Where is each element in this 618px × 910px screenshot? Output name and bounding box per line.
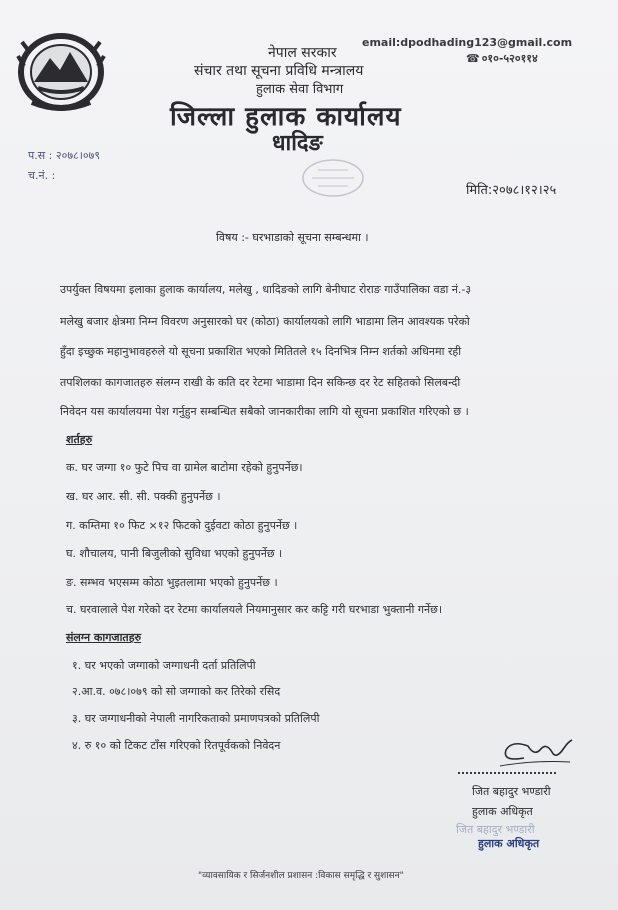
body-line: उपर्युक्त विषयमा इलाका हुलाक कार्यालय, मलेखु , धादिङको लागि बेनीघाट रोराङ गाउँपालिका वडा नं.-३ <box>60 283 472 296</box>
district-name: धादिङ <box>272 131 323 156</box>
signatory-name: जित बहादुर भण्डारी <box>472 785 551 798</box>
body-line: हुँदा इच्छुक महानुभावहरुले यो सूचना प्रकाशित भएको मितितले १५ दिनभित्र निम्न शर्तको अधिनमा रही <box>60 345 462 358</box>
office-stamp-icon <box>298 156 368 200</box>
office-name: जिल्ला हुलाक कार्यालय <box>170 102 402 132</box>
reference-number: प.स : २०७८।०७९ <box>28 149 101 162</box>
condition-item: ख. घर आर. सी. सी. पक्की हुनुपर्नेछ । <box>66 490 221 503</box>
conditions-heading: शर्तहरु <box>66 433 93 446</box>
letter-date: मिति:२०७८।१२।२५ <box>466 183 557 198</box>
condition-item: ग. कम्तिमा १० फिट ×१२ फिटको दुईवटा कोठा हुनुपर्नेछ । <box>66 519 298 532</box>
condition-item: ङ. सम्भव भएसम्म कोठा भुइतलामा भएको हुनुपर्नेछ । <box>66 576 278 589</box>
condition-item: क. घर जग्गा १० फुटे पिच वा ग्रामेल बाटोमा रहेको हुनुपर्नेछ। <box>66 461 303 474</box>
phone-value: ०१०-५२०११४ <box>481 52 538 65</box>
phone-icon: ☎ <box>466 52 480 65</box>
condition-item: घ. शौचालय, पानी बिजुलीको सुविधा भएको हुनुपर्नेछ । <box>66 547 283 560</box>
document-item: २.आ.व. ०७८।०७९ को सो जग्गाको कर तिरेको रसिद <box>72 685 281 698</box>
subject-line: विषय :- घरभाडाको सूचना सम्बन्धमा । <box>216 231 369 244</box>
nepal-government-emblem-icon <box>14 28 108 112</box>
phone-number <box>466 51 538 66</box>
body-line: निवेदन यस कार्यालयमा पेश गर्नुहुन सम्बन्धित सबैको जानकारीका लागि यो सूचना प्रकाशित गरिएको छ । <box>60 405 469 418</box>
department-name: हुलाक सेवा विभाग <box>256 82 344 97</box>
stamp-name: जित बहादुर भण्डारी <box>456 823 535 836</box>
document-item: ४. रु १० को टिकट टाँस गरिएको रितपूर्वकको निवेदन <box>72 739 281 752</box>
signature-icon <box>494 736 574 770</box>
document-item: १. घर भएको जग्गाको जग्गाधनी दर्ता प्रतिलिपी <box>72 659 256 672</box>
signatory-title: हुलाक अधिकृत <box>472 805 533 818</box>
condition-item: च. घरवालाले पेश गरेको दर रेटमा कार्यालयले नियमानुसार कर कट्टि गरी घरभाडा भुक्तानी गर्नेछ। <box>66 603 443 616</box>
email-address: email:dpodhading123@gmail.com <box>362 36 573 49</box>
body-line: मलेखु बजार क्षेत्रमा निम्न विवरण अनुसारको घर (कोठा) कार्यालयको लागि भाडामा लिन आवश्यक परेको <box>60 315 470 328</box>
dispatch-number: च.नं. : <box>28 169 56 182</box>
office-motto: "व्यावसायिक र सिर्जनशील प्रशासन :विकास समृद्धि र सुशासन" <box>198 871 404 881</box>
body-line: तपशिलका कागजातहरु संलग्न राखी के कति दर रेटमा भाडामा दिन सकिन्छ दर रेट सहितको सिलबन्दी <box>60 376 461 389</box>
signature-line <box>458 772 556 774</box>
ministry-name: संचार तथा सूचना प्रविधि मन्त्रालय <box>194 63 364 79</box>
document-item: ३. घर जग्गाधनीको नेपाली नागरिकताको प्रमाणपत्रको प्रतिलिपी <box>72 712 320 725</box>
stamp-title: हुलाक अधिकृत <box>478 837 540 850</box>
government-name: नेपाल सरकार <box>268 45 337 61</box>
documents-heading: संलग्न कागजातहरु <box>66 631 142 644</box>
